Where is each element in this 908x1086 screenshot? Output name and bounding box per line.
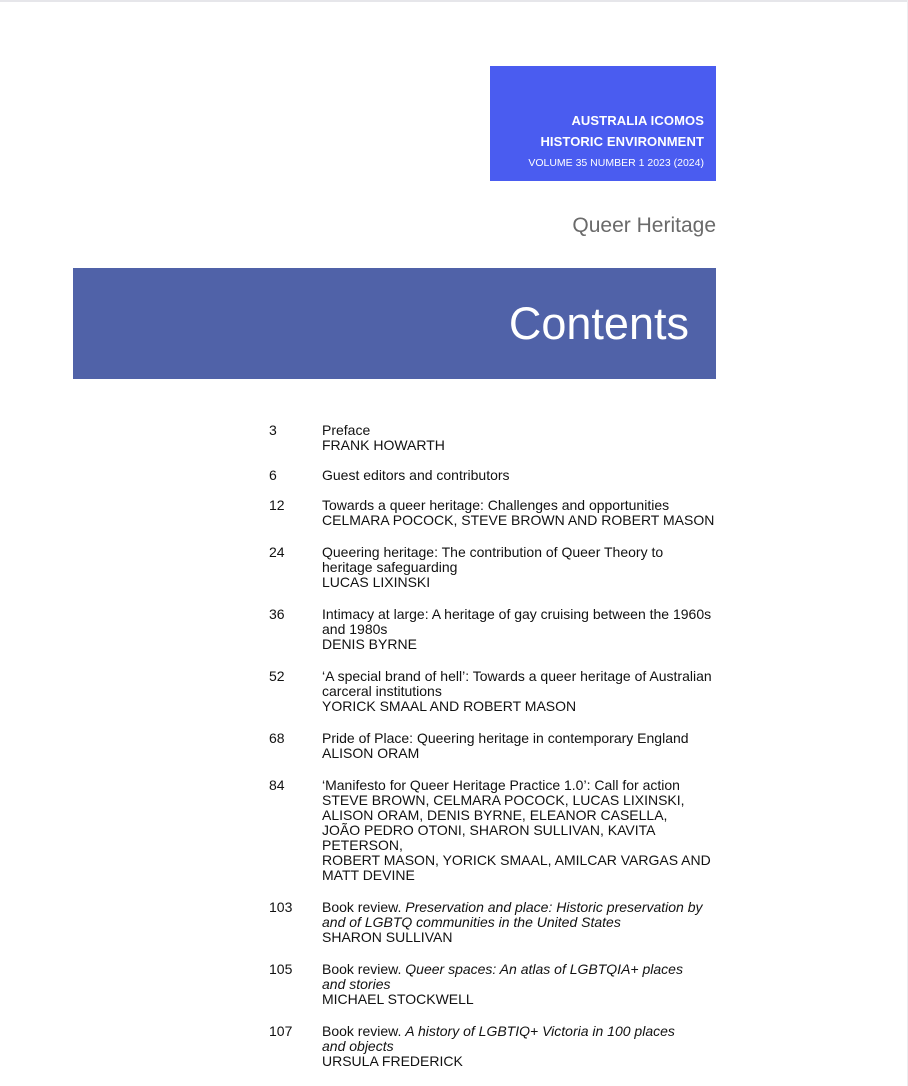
toc-entry-body xyxy=(322,1024,719,1069)
toc-author-line: SHARON SULLIVAN xyxy=(322,929,453,945)
toc-page-number: 105 xyxy=(269,961,293,977)
toc-entry-body xyxy=(322,731,719,761)
toc-title-line: Intimacy at large: A heritage of gay cruising between the 1960s xyxy=(322,606,712,622)
toc-title-line: heritage safeguarding xyxy=(322,559,458,575)
toc-title-italic: Preservation and place: Historic preservation by xyxy=(405,899,703,915)
toc-author-line: ALISON ORAM xyxy=(322,745,420,761)
table-of-contents xyxy=(269,423,719,1069)
toc-entry xyxy=(269,607,719,652)
toc-author-line: ALISON ORAM, DENIS BYRNE, ELEANOR CASELLA, xyxy=(322,807,668,823)
toc-author-line: JOÃO PEDRO OTONI, SHARON SULLIVAN, KAVITA PETERSON, xyxy=(322,822,655,853)
toc-page-number: 84 xyxy=(269,777,285,793)
contents-banner xyxy=(73,268,716,379)
toc-title-line: Pride of Place: Queering heritage in contemporary England xyxy=(322,730,689,746)
issue-theme: Queer Heritage xyxy=(572,214,716,237)
toc-page-number: 68 xyxy=(269,730,285,746)
toc-page-number: 3 xyxy=(269,422,277,438)
toc-entry xyxy=(269,669,719,714)
toc-title-line xyxy=(322,1039,719,1054)
toc-page-number: 24 xyxy=(269,544,285,560)
toc-title-line xyxy=(322,915,719,930)
toc-title-prefix: Book review. xyxy=(322,1023,406,1039)
toc-author-line: CELMARA POCOCK, STEVE BROWN AND ROBERT MASON xyxy=(322,512,715,528)
toc-entry-body xyxy=(322,468,719,483)
toc-title-line xyxy=(322,962,719,977)
toc-entry-body xyxy=(322,545,719,590)
journal-masthead-box xyxy=(490,66,716,181)
toc-entry xyxy=(269,1024,719,1069)
toc-entry-body xyxy=(322,900,719,945)
toc-author-line: DENIS BYRNE xyxy=(322,636,417,652)
toc-entry xyxy=(269,962,719,1007)
toc-entry xyxy=(269,731,719,761)
toc-entry-body xyxy=(322,778,719,883)
toc-author-line: URSULA FREDERICK xyxy=(322,1053,463,1069)
toc-author-line: STEVE BROWN, CELMARA POCOCK, LUCAS LIXINSKI, xyxy=(322,792,685,808)
toc-title-line: Queering heritage: The contribution of Queer Theory to xyxy=(322,544,664,560)
toc-author-line: YORICK SMAAL AND ROBERT MASON xyxy=(322,698,577,714)
toc-entry xyxy=(269,468,719,483)
toc-title-prefix: Book review. xyxy=(322,961,406,977)
toc-title-line: Preface xyxy=(322,422,371,438)
toc-title-prefix: Book review. xyxy=(322,899,406,915)
toc-title-line: and 1980s xyxy=(322,621,388,637)
toc-author-line: ROBERT MASON, YORICK SMAAL, AMILCAR VARGAS AND xyxy=(322,852,711,868)
toc-page-number: 103 xyxy=(269,899,293,915)
toc-entry-body xyxy=(322,962,719,1007)
toc-entry-body xyxy=(322,669,719,714)
contents-title: Contents xyxy=(508,298,689,349)
toc-entry-body xyxy=(322,498,719,528)
toc-author-line: LUCAS LIXINSKI xyxy=(322,574,431,590)
toc-title-italic: A history of LGBTIQ+ Victoria in 100 places xyxy=(405,1023,675,1039)
toc-entry-body xyxy=(322,607,719,652)
top-border xyxy=(0,0,908,2)
toc-title-line: carceral institutions xyxy=(322,683,442,699)
toc-title-line xyxy=(322,977,719,992)
toc-entry xyxy=(269,778,719,883)
toc-title-italic: and of LGBTQ communities in the United States xyxy=(322,914,621,930)
toc-page-number: 52 xyxy=(269,668,285,684)
toc-title-line xyxy=(322,900,719,915)
toc-title-line xyxy=(322,1024,719,1039)
toc-title-line: Guest editors and contributors xyxy=(322,467,510,483)
toc-entry xyxy=(269,900,719,945)
toc-title-line: Towards a queer heritage: Challenges and opportunities xyxy=(322,497,670,513)
journal-volume: VOLUME 35 NUMBER 1 2023 (2024) xyxy=(528,157,704,169)
toc-title-line: ‘A special brand of hell’: Towards a queer heritage of Australian xyxy=(322,668,712,684)
toc-entry xyxy=(269,423,719,453)
toc-entry xyxy=(269,545,719,590)
toc-page-number: 12 xyxy=(269,497,285,513)
toc-entry-body xyxy=(322,423,719,453)
toc-title-line: ‘Manifesto for Queer Heritage Practice 1.0’: Call for action xyxy=(322,777,680,793)
toc-author-line: MICHAEL STOCKWELL xyxy=(322,991,474,1007)
toc-page-number: 36 xyxy=(269,606,285,622)
toc-author-line: MATT DEVINE xyxy=(322,867,415,883)
toc-title-italic: and stories xyxy=(322,976,391,992)
toc-author-line: FRANK HOWARTH xyxy=(322,437,445,453)
journal-title: HISTORIC ENVIRONMENT xyxy=(540,134,704,149)
toc-title-italic: and objects xyxy=(322,1038,394,1054)
toc-page-number: 107 xyxy=(269,1023,293,1039)
toc-entry xyxy=(269,498,719,528)
toc-page-number: 6 xyxy=(269,467,277,483)
journal-publisher: AUSTRALIA ICOMOS xyxy=(571,113,704,128)
toc-title-italic: Queer spaces: An atlas of LGBTQIA+ places xyxy=(405,961,683,977)
